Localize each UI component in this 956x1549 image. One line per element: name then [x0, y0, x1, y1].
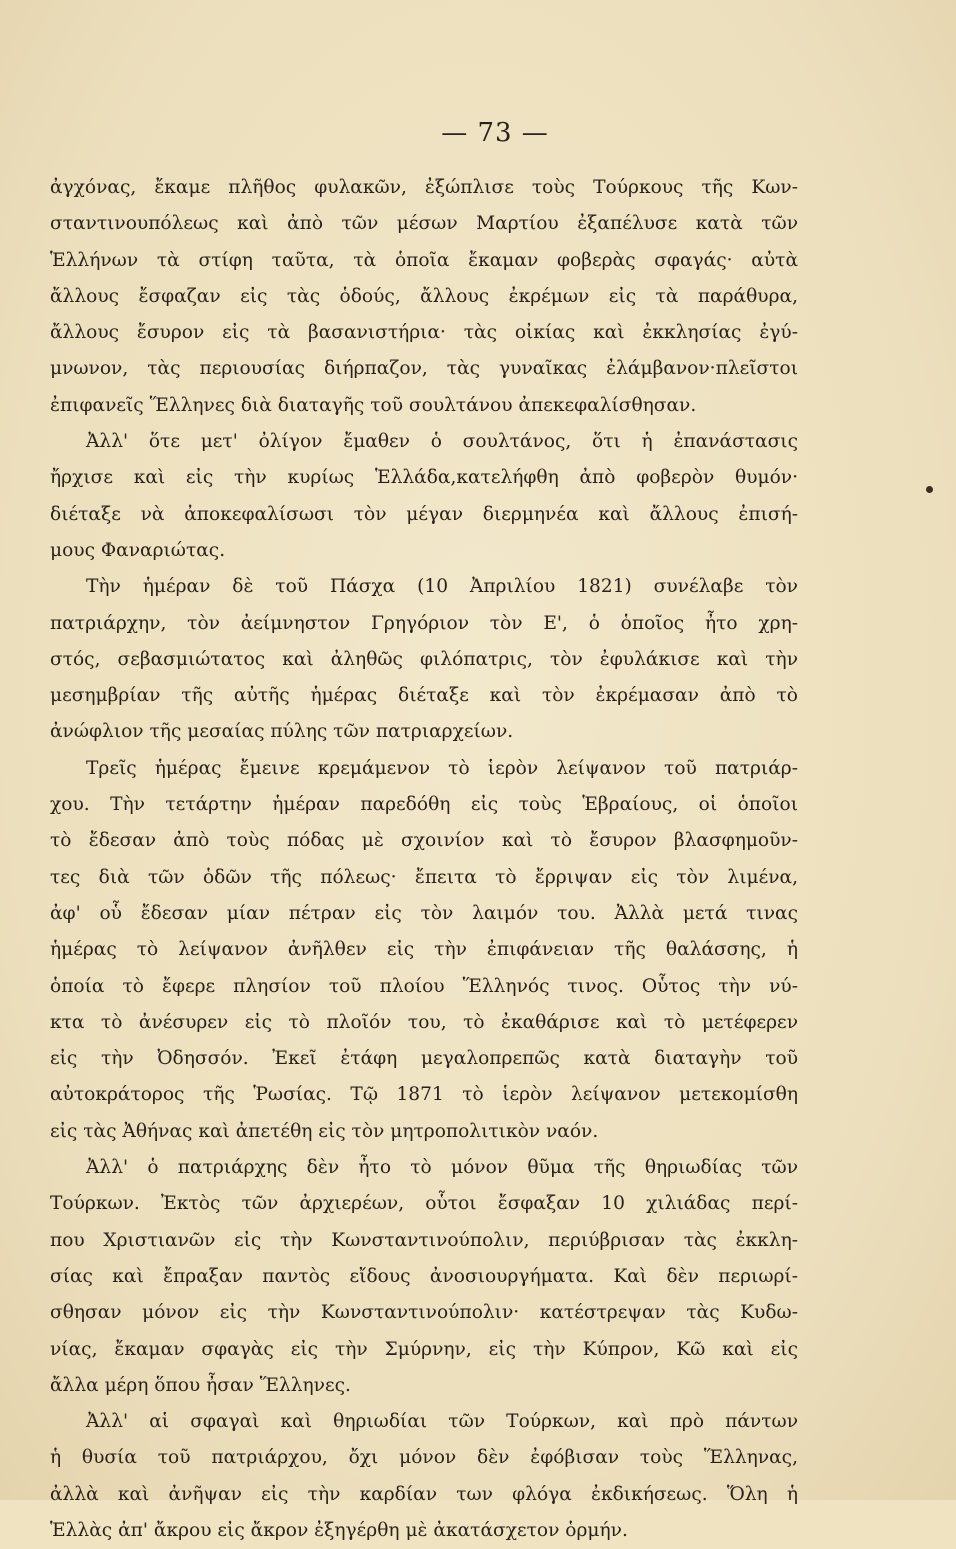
text-line: μεσημβρίαν τῆς αὐτῆς ἡμέρας διέταξε καὶ τὸν ἐκρέμασαν ἀπὸ τὸ — [50, 685, 798, 707]
text-line: διέταξε νὰ ἀποκεφαλίσωσι τὸν μέγαν διερμηνέα καὶ ἄλλους ἐπισή- — [50, 503, 798, 525]
text-line: Ἑλλὰς ἀπ' ἄκρου εἰς ἄκρον ἐξηγέρθη μὲ ἀκατάσχετον ὁρμήν. — [50, 1519, 628, 1541]
page-number: — 73 — — [441, 118, 549, 148]
text-line: κτα τὸ ἀνέσυρεν εἰς τὸ πλοῖόν του, τὸ ἐκαθάρισε καὶ τὸ μετέφερεν — [50, 1011, 798, 1033]
text-line: αὐτοκράτορος τῆς Ῥωσίας. Τῷ 1871 τὸ ἱερὸν λείψανον μετεκομίσθη — [50, 1084, 798, 1106]
text-line: εἰς τὰς Ἀθήνας καὶ ἀπετέθη εἰς τὸν μητροπολιτικὸν ναόν. — [50, 1120, 599, 1142]
text-line: ἀφ' οὗ ἔδεσαν μίαν πέτραν εἰς τὸν λαιμόν του. Ἀλλὰ μετά τινας — [50, 902, 798, 924]
text-line: ἄλλα μέρη ὅπου ἦσαν Ἕλληνες. — [50, 1374, 351, 1396]
text-line: εἰς τὴν Ὀδησσόν. Ἐκεῖ ἐτάφη μεγαλοπρεπῶς κατὰ διαταγὴν τοῦ — [50, 1048, 798, 1070]
text-line: τὸ ἔδεσαν ἀπὸ τοὺς πόδας μὲ σχοινίον καὶ τὸ ἔσυρον βλασφημοῦν- — [50, 830, 798, 852]
text-line: Ἀλλ' αἱ σφαγαὶ καὶ θηριωδίαι τῶν Τούρκων, καὶ πρὸ πάντων — [86, 1411, 798, 1433]
body-text — [50, 170, 798, 1549]
text-line: Ἑλλήνων τὰ στίφη ταῦτα, τὰ ὁποῖα ἔκαμαν φοβερὰς σφαγάς· αὐτὰ — [50, 249, 798, 271]
text-line: ἄλλους ἔσφαζαν εἰς τὰς ὁδούς, ἄλλους ἐκρέμων εἰς τὰ παράθυρα, — [50, 285, 798, 307]
text-line: σταντινουπόλεως καὶ ἀπὸ τῶν μέσων Μαρτίου ἐξαπέλυσε κατὰ τῶν — [50, 213, 798, 235]
text-line: Τρεῖς ἡμέρας ἔμεινε κρεμάμενον τὸ ἱερὸν λείψανον τοῦ πατριάρ- — [86, 757, 798, 779]
text-line: ἄλλους ἔσυρον εἰς τὰ βασανιστήρια· τὰς οἰκίας καὶ ἐκκλησίας ἐγύ- — [50, 322, 798, 344]
text-line: Τούρκων. Ἐκτὸς τῶν ἀρχιερέων, οὗτοι ἔσφαξαν 10 χιλιάδας περί- — [50, 1193, 798, 1215]
text-line: μους Φαναριώτας. — [50, 539, 226, 561]
text-line: ἡμέρας τὸ λείψανον ἀνῆλθεν εἰς τὴν ἐπιφάνειαν τῆς θαλάσσης, ἡ — [50, 939, 798, 961]
text-line: ἀγχόνας, ἔκαμε πλῆθος φυλακῶν, ἐξώπλισε τοὺς Τούρκους τῆς Κων- — [50, 177, 798, 198]
ink-speck — [926, 486, 933, 493]
text-line: ἀλλὰ καὶ ἀνῆψαν εἰς τὴν καρδίαν των φλόγα ἐκδικήσεως. Ὅλη ἡ — [50, 1483, 798, 1505]
text-line: ἀνώφλιον τῆς μεσαίας πύλης τῶν πατριαρχείων. — [50, 721, 514, 743]
text-line: ἤρχισε καὶ εἰς τὴν κυρίως Ἑλλάδα,κατελήφθη ἀπὸ φοβερὸν θυμόν· — [50, 467, 798, 489]
text-line: ὁποία τὸ ἔφερε πλησίον τοῦ πλοίου Ἕλληνός τινος. Οὗτος τὴν νύ- — [50, 975, 798, 997]
text-line: μνωνον, τὰς περιουσίας διήρπαζον, τὰς γυναῖκας ἐλάμβανον·πλεῖστοι — [50, 358, 798, 380]
text-line: που Χριστιανῶν εἰς τὴν Κωνσταντινούπολιν, περιύβρισαν τὰς ἐκκλη- — [50, 1229, 798, 1251]
text-line: ἐπιφανεῖς Ἕλληνες διὰ διαταγῆς τοῦ σουλτάνου ἀπεκεφαλίσθησαν. — [50, 394, 697, 416]
text-line: τες διὰ τῶν ὁδῶν τῆς πόλεως· ἔπειτα τὸ ἔρριψαν εἰς τὸν λιμένα, — [50, 866, 798, 888]
text-line: ἡ θυσία τοῦ πατριάρχου, ὄχι μόνον δὲν ἐφόβισαν τοὺς Ἕλληνας, — [50, 1447, 798, 1469]
text-line: νίας, ἔκαμαν σφαγὰς εἰς τὴν Σμύρνην, εἰς τὴν Κύπρον, Κῶ καὶ εἰς — [50, 1338, 798, 1360]
text-line: Τὴν ἡμέραν δὲ τοῦ Πάσχα (10 Ἀπριλίου 1821) συνέλαβε τὸν — [86, 576, 798, 598]
text-line: πατριάρχην, τὸν ἀείμνηστον Γρηγόριον τὸν Ε', ὁ ὁποῖος ἦτο χρη- — [50, 612, 798, 634]
text-line: Ἀλλ' ὅτε μετ' ὀλίγον ἔμαθεν ὁ σουλτάνος, ὅτι ἡ ἐπανάστασις — [86, 431, 798, 453]
text-line: χου. Τὴν τετάρτην ἡμέραν παρεδόθη εἰς τοὺς Ἑβραίους, οἱ ὁποῖοι — [50, 794, 798, 816]
text-line: σίας καὶ ἔπραξαν παντὸς εἴδους ἀνοσιουργήματα. Καὶ δὲν περιωρί- — [50, 1265, 798, 1287]
text-line: Ἀλλ' ὁ πατριάρχης δὲν ἦτο τὸ μόνον θῦμα τῆς θηριωδίας τῶν — [86, 1157, 798, 1179]
text-line: σθησαν μόνον εἰς τὴν Κωνσταντινούπολιν· κατέστρεψαν τὰς Κυδω- — [50, 1302, 798, 1324]
text-line: στός, σεβασμιώτατος καὶ ἀληθῶς φιλόπατρις, τὸν ἐφυλάκισε καὶ τὴν — [50, 648, 798, 670]
